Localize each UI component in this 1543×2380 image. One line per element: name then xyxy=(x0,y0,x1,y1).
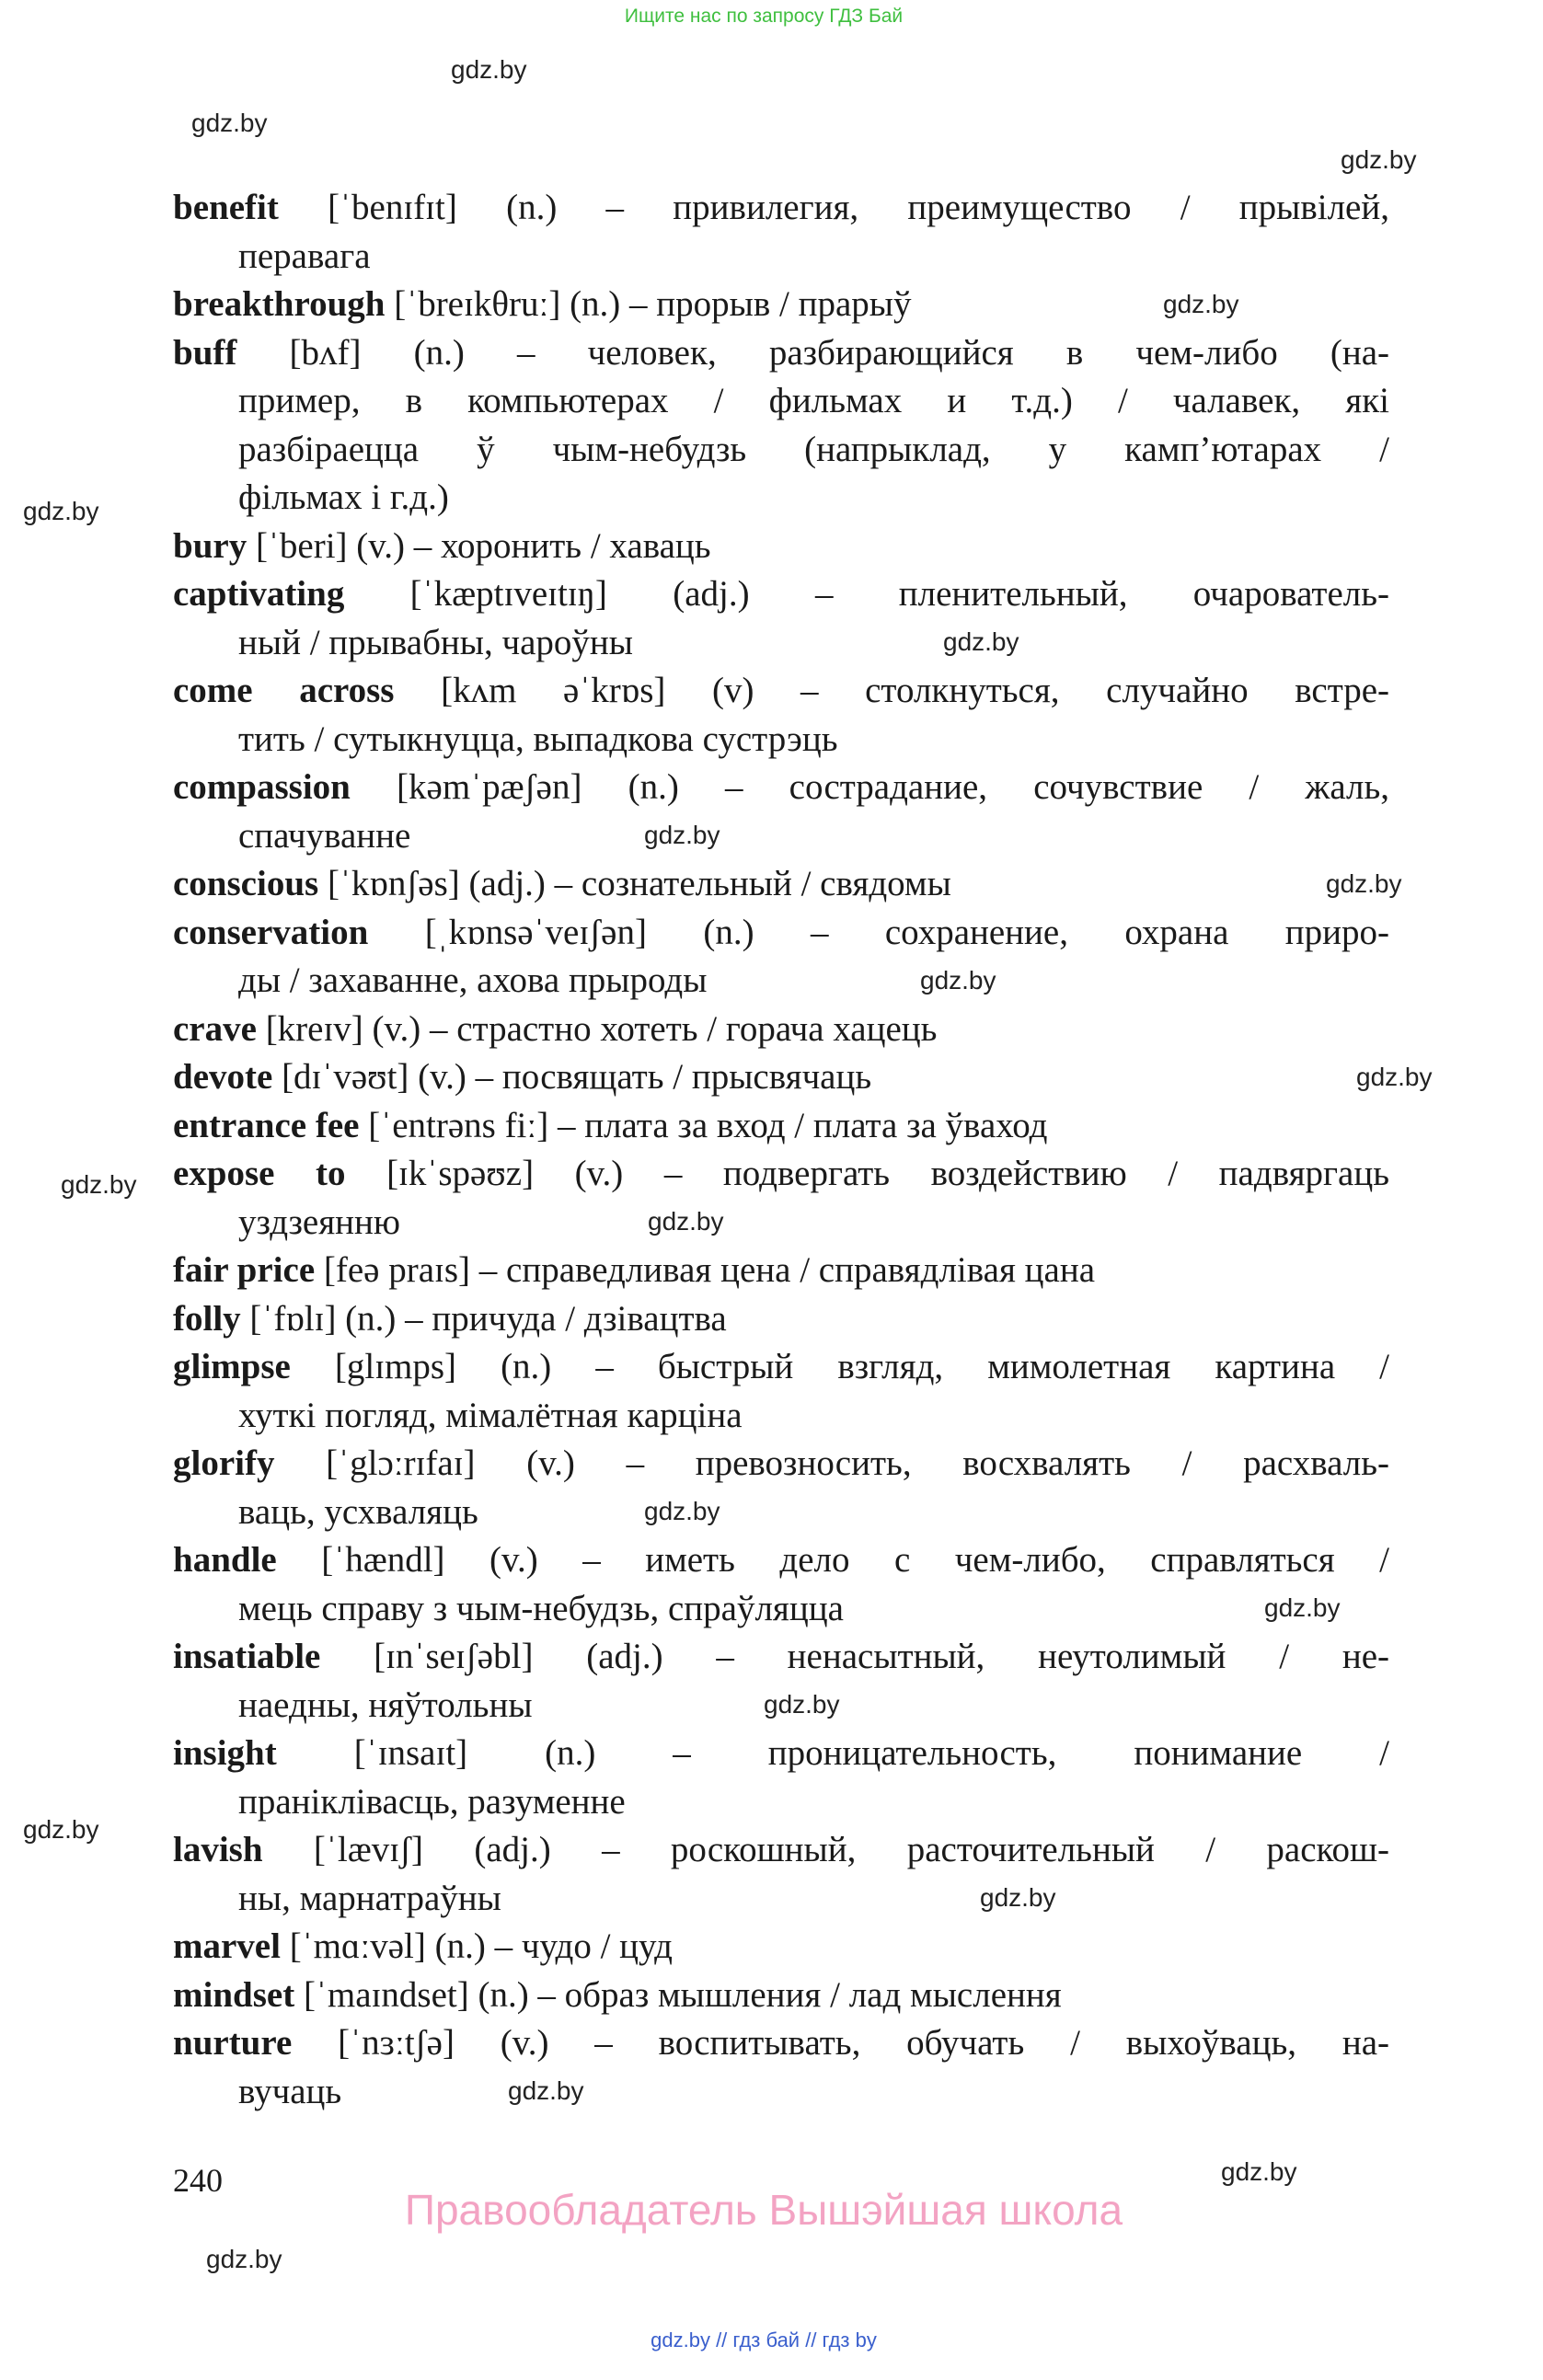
headword: buff xyxy=(173,332,237,373)
watermark: gdz.by xyxy=(648,1207,724,1236)
definition: [bʌf] (n.) – человек, разбирающийся в чем-либо (на- xyxy=(289,332,1389,373)
headword: come across xyxy=(173,671,395,710)
definition: [ˈlævɪʃ] (adj.) – роскошный, расточительный / раскош- xyxy=(313,1830,1390,1869)
entry-first-line xyxy=(173,764,1389,812)
definition: [ˈhændl] (v.) – иметь дело с чем-либо, справляться / xyxy=(321,1540,1390,1580)
glossary-entry xyxy=(173,667,1389,764)
watermark: gdz.by xyxy=(206,2245,282,2273)
watermark: gdz.by xyxy=(23,497,99,525)
definition: [ˈentrəns fiː] – плата за вход / плата за ўваход xyxy=(368,1105,1048,1145)
glossary-entry xyxy=(173,1006,1389,1054)
entry-first-line xyxy=(173,860,1389,909)
watermark: gdz.by xyxy=(1221,2157,1297,2186)
entry-first-line xyxy=(173,1006,1389,1054)
headword: captivating xyxy=(173,574,345,614)
entry-first-line xyxy=(173,1536,1389,1585)
glossary-entry xyxy=(173,860,1389,909)
definition: [kreɪv] (v.) – страстно хотеть / горача хацець xyxy=(265,1008,938,1049)
entry-first-line xyxy=(173,1150,1389,1199)
glossary-entry xyxy=(173,1343,1389,1440)
glossary-entry xyxy=(173,1247,1389,1295)
definition: [kʌm əˈkrɒs] (v) – столкнуться, случайно встре- xyxy=(441,671,1390,710)
entry-first-line xyxy=(173,329,1389,378)
entry-first-line xyxy=(173,1053,1389,1102)
definition: [ˈberi] (v.) – хоронить / хаваць xyxy=(255,525,711,566)
entry-continuation-line: перавага xyxy=(238,236,371,276)
entry-first-line xyxy=(173,184,1389,233)
glossary-entry xyxy=(173,1150,1389,1247)
entry-continuation-line: ваць, усхваляць xyxy=(238,1491,478,1532)
definition: [ˈbenɪfɪt] (n.) – привилегия, преимущество / прывілей, xyxy=(328,188,1389,227)
copyright-notice: Правообладатель Вышэйшая школа xyxy=(404,2186,1123,2234)
headword: folly xyxy=(173,1298,241,1339)
entry-first-line xyxy=(173,1972,1389,2020)
definition: [dɪˈvəʊt] (v.) – посвящать / прысвячаць xyxy=(282,1057,872,1097)
entry-continuation-line: праніклівасць, разуменне xyxy=(238,1781,626,1822)
definition: [ˌkɒnsəˈveɪʃən] (n.) – сохранение, охрана приро- xyxy=(424,912,1389,952)
watermark: gdz.by xyxy=(451,55,527,84)
headword: glimpse xyxy=(173,1347,291,1386)
glossary-list xyxy=(173,184,1389,2116)
entry-continuation-line: ны, марнатраўны xyxy=(238,1878,501,1918)
glossary-entry xyxy=(173,1102,1389,1151)
glossary-entry xyxy=(173,1295,1389,1344)
entry-first-line xyxy=(173,1343,1389,1392)
entry-continuation-line: вучаць xyxy=(238,2071,342,2111)
definition: [ˈglɔːrɪfaɪ] (v.) – превозносить, восхвалять / расхваль- xyxy=(326,1443,1390,1483)
definition: [ˈmaɪndset] (n.) – образ мышления / лад мыслення xyxy=(303,1974,1062,2015)
definition: [ˈmɑːvəl] (n.) – чудо / цуд xyxy=(289,1926,673,1966)
glossary-entry xyxy=(173,764,1389,860)
glossary-entry xyxy=(173,1923,1389,1972)
watermark: gdz.by xyxy=(1356,1063,1433,1091)
entry-continuation-line: ды / захаванне, ахова прыроды xyxy=(238,960,708,1000)
glossary-entry xyxy=(173,909,1389,1006)
glossary-entry xyxy=(173,523,1389,571)
entry-continuation-line: наедны, няўтольны xyxy=(238,1684,533,1725)
entry-first-line xyxy=(173,1730,1389,1778)
glossary-entry xyxy=(173,184,1389,281)
headword: breakthrough xyxy=(173,284,386,324)
headword: devote xyxy=(173,1057,273,1097)
watermark: gdz.by xyxy=(980,1883,1056,1912)
headword: entrance fee xyxy=(173,1105,360,1145)
entry-first-line xyxy=(173,570,1389,619)
headword: expose to xyxy=(173,1154,346,1193)
entry-first-line xyxy=(173,1923,1389,1972)
entry-continuation-line: уздзеянню xyxy=(238,1201,401,1242)
watermark: gdz.by xyxy=(191,109,268,137)
entry-continuation-line: хуткі погляд, мімалётная карціна xyxy=(238,1395,743,1435)
watermark: gdz.by xyxy=(1163,290,1239,318)
glossary-entry xyxy=(173,1053,1389,1102)
definition: [feə praɪs] – справедливая цена / справядлівая цана xyxy=(323,1250,1096,1290)
entry-first-line xyxy=(173,909,1389,958)
entry-first-line xyxy=(173,2019,1389,2068)
headword: handle xyxy=(173,1540,277,1580)
headword: conscious xyxy=(173,864,319,903)
entry-first-line xyxy=(173,1295,1389,1344)
glossary-entry xyxy=(173,1440,1389,1536)
entry-first-line xyxy=(173,1102,1389,1151)
glossary-entry xyxy=(173,1972,1389,2020)
entry-continuation-line: ный / прывабны, чароўны xyxy=(238,622,633,662)
definition: [ˈbreɪkθruː] (n.) – прорыв / прарыў xyxy=(394,284,912,324)
entry-first-line xyxy=(173,523,1389,571)
definition: [ɪkˈspəʊz] (v.) – подвергать воздействию / падвяргаць xyxy=(386,1154,1389,1193)
definition: [ˈfɒlɪ] (n.) – причуда / дзівацтва xyxy=(249,1298,727,1339)
definition: [ˈnɜːtʃə] (v.) – воспитывать, обучать / выхоўваць, на- xyxy=(338,2023,1390,2063)
entry-first-line xyxy=(173,1440,1389,1489)
definition: [ˈɪnsaɪt] (n.) – проницательность, понимание / xyxy=(353,1733,1390,1773)
glossary-entry xyxy=(173,570,1389,667)
glossary-entry xyxy=(173,1536,1389,1633)
glossary-entry xyxy=(173,2019,1389,2116)
watermark: gdz.by xyxy=(508,2076,584,2105)
search-hint-banner: Ищите нас по запросу ГДЗ Бай xyxy=(624,6,904,27)
entry-first-line xyxy=(173,1633,1389,1682)
entry-first-line xyxy=(173,667,1389,716)
watermark: gdz.by xyxy=(644,821,720,849)
headword: crave xyxy=(173,1008,257,1049)
headword: benefit xyxy=(173,188,279,227)
entry-continuation-line: разбіраецца ў чым-небудзь (напрыклад, у камп’ютарах / xyxy=(238,429,1389,469)
definition: [ɪnˈseɪʃəbl] (adj.) – ненасытный, неутолимый / не- xyxy=(374,1637,1389,1676)
entry-continuation-line: мець справу з чым-небудзь, спраўляцца xyxy=(238,1588,844,1628)
watermark: gdz.by xyxy=(920,966,996,995)
glossary-entry xyxy=(173,1826,1389,1923)
glossary-entry xyxy=(173,329,1389,523)
definition: [kəmˈpæʃən] (n.) – сострадание, сочувствие / жаль, xyxy=(397,767,1389,807)
entry-first-line xyxy=(173,1247,1389,1295)
definition: [glɪmps] (n.) – быстрый взгляд, мимолетная картина / xyxy=(334,1347,1389,1386)
headword: fair price xyxy=(173,1250,316,1290)
headword: marvel xyxy=(173,1926,281,1966)
entry-continuation-line: фільмах і г.д.) xyxy=(238,477,449,517)
entry-first-line xyxy=(173,1826,1389,1875)
definition: [ˈkɒnʃəs] (adj.) – сознательный / свядомы xyxy=(327,864,951,903)
definition: [ˈkæptɪveɪtɪŋ] (adj.) – пленительный, очарователь- xyxy=(409,574,1389,614)
watermark: gdz.by xyxy=(764,1690,840,1719)
watermark: gdz.by xyxy=(1264,1593,1341,1622)
headword: insatiable xyxy=(173,1637,321,1676)
watermark: gdz.by xyxy=(1326,869,1402,898)
glossary-entry xyxy=(173,1730,1389,1826)
watermark: gdz.by xyxy=(1341,145,1417,174)
headword: mindset xyxy=(173,1974,295,2015)
footer-links[interactable]: gdz.by // гдз бай // гдз by xyxy=(651,2328,877,2351)
watermark: gdz.by xyxy=(23,1815,99,1844)
watermark: gdz.by xyxy=(943,627,1019,656)
watermark: gdz.by xyxy=(61,1170,137,1199)
page-number: 240 xyxy=(173,2162,223,2199)
headword: glorify xyxy=(173,1443,275,1483)
headword: compassion xyxy=(173,767,351,807)
headword: nurture xyxy=(173,2023,293,2063)
headword: lavish xyxy=(173,1830,263,1869)
entry-continuation-line: спачуванне xyxy=(238,815,411,856)
entry-continuation-line: пример, в компьютерах / фильмах и т.д.) / чалавек, які xyxy=(238,381,1389,420)
watermark: gdz.by xyxy=(644,1497,720,1525)
entry-continuation-line: тить / сутыкнуцца, выпадкова сустрэць xyxy=(238,719,838,759)
headword: conservation xyxy=(173,912,369,952)
headword: insight xyxy=(173,1733,277,1773)
headword: bury xyxy=(173,525,248,566)
